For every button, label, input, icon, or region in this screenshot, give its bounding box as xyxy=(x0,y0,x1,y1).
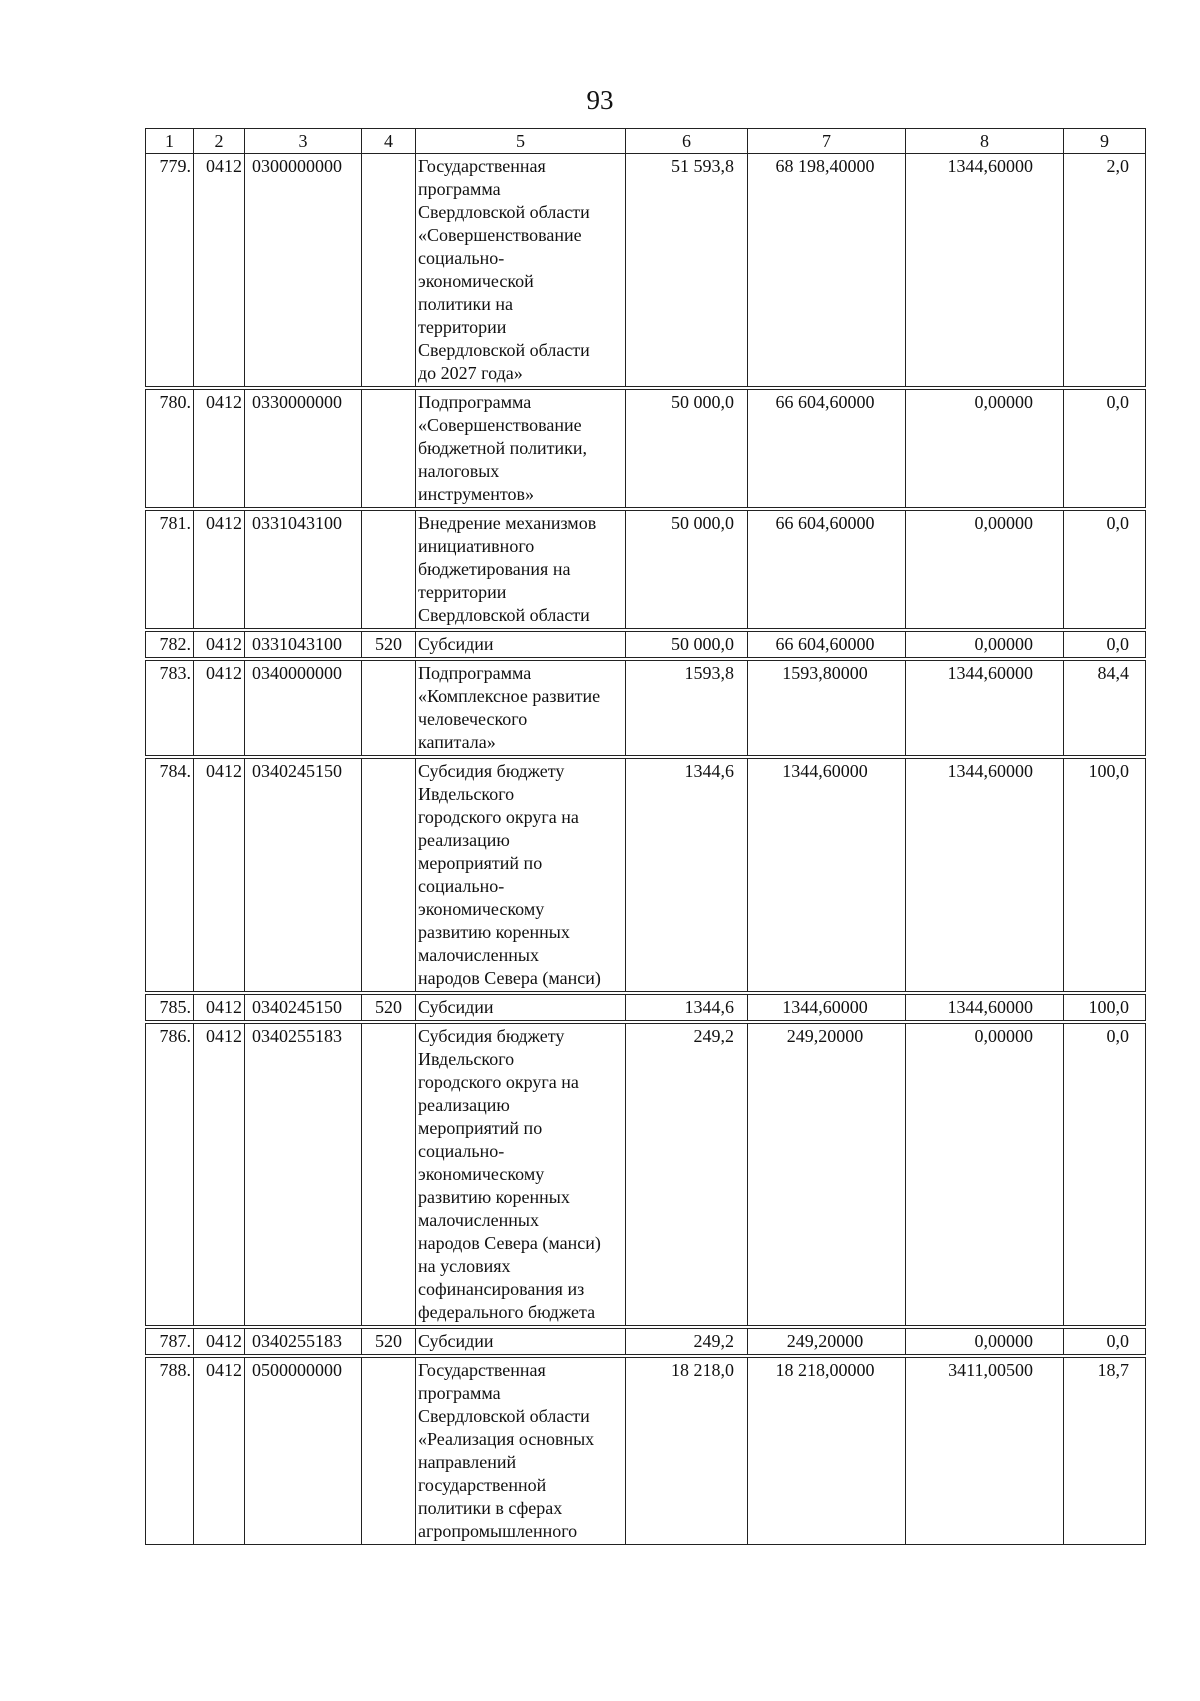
table-row xyxy=(146,1327,1146,1356)
value-col-9: 0,0 xyxy=(1064,630,1146,659)
table-body xyxy=(146,154,1146,1545)
expense-type-code xyxy=(362,509,416,630)
value-col-7: 249,20000 xyxy=(748,1327,906,1356)
expense-type-code xyxy=(362,659,416,757)
item-name: Государственная программа Свердловской области «Совершенствование социально- экономической политики на территории Свердловской области до 2027 года» xyxy=(416,154,626,389)
budget-table xyxy=(145,128,1146,1545)
value-col-9: 84,4 xyxy=(1064,659,1146,757)
row-number: 788. xyxy=(146,1356,194,1545)
value-col-8: 0,00000 xyxy=(906,1327,1064,1356)
expense-type-code xyxy=(362,388,416,509)
target-article-code: 0340000000 xyxy=(245,659,362,757)
item-name: Субсидии xyxy=(416,1327,626,1356)
section-code: 0412 xyxy=(194,388,245,509)
header-cell-2: 2 xyxy=(194,129,245,154)
value-col-8: 0,00000 xyxy=(906,388,1064,509)
table-row xyxy=(146,1356,1146,1545)
value-col-6: 50 000,0 xyxy=(626,388,748,509)
value-col-7: 1593,80000 xyxy=(748,659,906,757)
section-code: 0412 xyxy=(194,757,245,993)
section-code: 0412 xyxy=(194,1327,245,1356)
row-number: 779. xyxy=(146,154,194,389)
value-col-8: 1344,60000 xyxy=(906,659,1064,757)
table-row xyxy=(146,154,1146,389)
row-number: 787. xyxy=(146,1327,194,1356)
value-col-9: 0,0 xyxy=(1064,509,1146,630)
section-code: 0412 xyxy=(194,1356,245,1545)
value-col-9: 0,0 xyxy=(1064,1327,1146,1356)
header-cell-5: 5 xyxy=(416,129,626,154)
section-code: 0412 xyxy=(194,630,245,659)
target-article-code: 0340255183 xyxy=(245,1022,362,1327)
header-cell-4: 4 xyxy=(362,129,416,154)
item-name: Субсидии xyxy=(416,993,626,1022)
table-row xyxy=(146,630,1146,659)
target-article-code: 0331043100 xyxy=(245,630,362,659)
table-row xyxy=(146,659,1146,757)
expense-type-code: 520 xyxy=(362,630,416,659)
expense-type-code: 520 xyxy=(362,1327,416,1356)
expense-type-code xyxy=(362,1022,416,1327)
item-name: Государственная программа Свердловской области «Реализация основных направлений государственной политики в сферах агропромышленного xyxy=(416,1356,626,1545)
value-col-8: 1344,60000 xyxy=(906,154,1064,389)
expense-type-code xyxy=(362,757,416,993)
value-col-6: 249,2 xyxy=(626,1327,748,1356)
value-col-7: 66 604,60000 xyxy=(748,388,906,509)
item-name: Подпрограмма «Совершенствование бюджетной политики, налоговых инструментов» xyxy=(416,388,626,509)
table-row xyxy=(146,993,1146,1022)
value-col-9: 0,0 xyxy=(1064,1022,1146,1327)
section-code: 0412 xyxy=(194,659,245,757)
table-row xyxy=(146,388,1146,509)
value-col-7: 66 604,60000 xyxy=(748,630,906,659)
target-article-code: 0340245150 xyxy=(245,993,362,1022)
value-col-6: 1344,6 xyxy=(626,757,748,993)
value-col-7: 66 604,60000 xyxy=(748,509,906,630)
target-article-code: 0340245150 xyxy=(245,757,362,993)
table-row xyxy=(146,509,1146,630)
header-cell-1: 1 xyxy=(146,129,194,154)
value-col-7: 1344,60000 xyxy=(748,757,906,993)
table-row xyxy=(146,757,1146,993)
item-name: Подпрограмма «Комплексное развитие человеческого капитала» xyxy=(416,659,626,757)
value-col-8: 0,00000 xyxy=(906,509,1064,630)
header-row xyxy=(146,129,1146,154)
value-col-9: 18,7 xyxy=(1064,1356,1146,1545)
header-cell-7: 7 xyxy=(748,129,906,154)
header-cell-8: 8 xyxy=(906,129,1064,154)
row-number: 783. xyxy=(146,659,194,757)
value-col-6: 51 593,8 xyxy=(626,154,748,389)
value-col-9: 100,0 xyxy=(1064,993,1146,1022)
header-cell-3: 3 xyxy=(245,129,362,154)
target-article-code: 0331043100 xyxy=(245,509,362,630)
header-cell-6: 6 xyxy=(626,129,748,154)
page-number: 93 xyxy=(586,85,614,115)
value-col-9: 0,0 xyxy=(1064,388,1146,509)
item-name: Субсидия бюджету Ивдельского городского округа на реализацию мероприятий по социально- экономическому развитию коренных малочисленных народов Севера (манси) на условиях софинансирования из федерального бюджета xyxy=(416,1022,626,1327)
value-col-6: 1593,8 xyxy=(626,659,748,757)
row-number: 780. xyxy=(146,388,194,509)
section-code: 0412 xyxy=(194,993,245,1022)
value-col-7: 18 218,00000 xyxy=(748,1356,906,1545)
value-col-6: 249,2 xyxy=(626,1022,748,1327)
item-name: Субсидии xyxy=(416,630,626,659)
section-code: 0412 xyxy=(194,154,245,389)
header-cell-9: 9 xyxy=(1064,129,1146,154)
row-number: 785. xyxy=(146,993,194,1022)
value-col-8: 1344,60000 xyxy=(906,757,1064,993)
expense-type-code xyxy=(362,154,416,389)
value-col-6: 50 000,0 xyxy=(626,509,748,630)
target-article-code: 0340255183 xyxy=(245,1327,362,1356)
section-code: 0412 xyxy=(194,1022,245,1327)
value-col-7: 249,20000 xyxy=(748,1022,906,1327)
value-col-9: 100,0 xyxy=(1064,757,1146,993)
value-col-8: 0,00000 xyxy=(906,630,1064,659)
expense-type-code xyxy=(362,1356,416,1545)
value-col-8: 0,00000 xyxy=(906,1022,1064,1327)
target-article-code: 0330000000 xyxy=(245,388,362,509)
table-row xyxy=(146,1022,1146,1327)
item-name: Внедрение механизмов инициативного бюджетирования на территории Свердловской области xyxy=(416,509,626,630)
row-number: 782. xyxy=(146,630,194,659)
expense-type-code: 520 xyxy=(362,993,416,1022)
row-number: 786. xyxy=(146,1022,194,1327)
section-code: 0412 xyxy=(194,509,245,630)
target-article-code: 0300000000 xyxy=(245,154,362,389)
target-article-code: 0500000000 xyxy=(245,1356,362,1545)
value-col-6: 50 000,0 xyxy=(626,630,748,659)
value-col-9: 2,0 xyxy=(1064,154,1146,389)
value-col-6: 1344,6 xyxy=(626,993,748,1022)
row-number: 784. xyxy=(146,757,194,993)
value-col-8: 1344,60000 xyxy=(906,993,1064,1022)
value-col-7: 1344,60000 xyxy=(748,993,906,1022)
value-col-7: 68 198,40000 xyxy=(748,154,906,389)
row-number: 781. xyxy=(146,509,194,630)
value-col-8: 3411,00500 xyxy=(906,1356,1064,1545)
value-col-6: 18 218,0 xyxy=(626,1356,748,1545)
item-name: Субсидия бюджету Ивдельского городского округа на реализацию мероприятий по социально- экономическому развитию коренных малочисленных народов Севера (манси) xyxy=(416,757,626,993)
